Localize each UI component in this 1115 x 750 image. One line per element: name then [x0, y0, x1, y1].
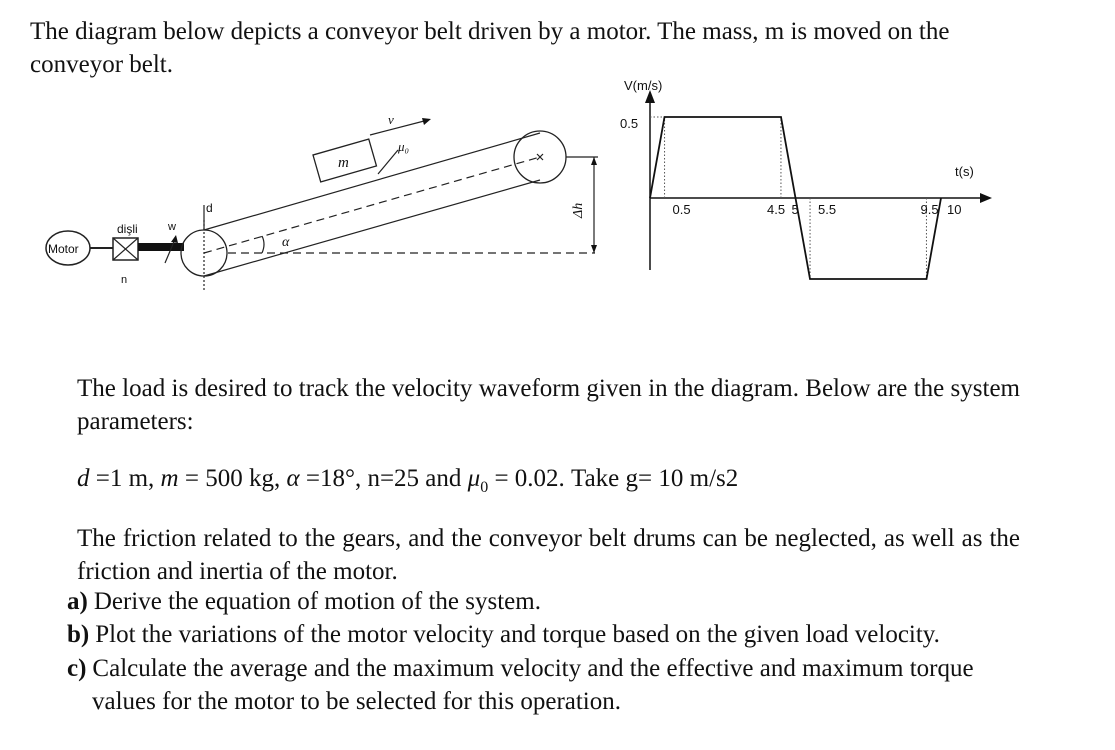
- belt-bottom: [204, 180, 540, 276]
- question-c-label: c): [67, 655, 87, 682]
- conveyor-diagram: [46, 118, 598, 292]
- chart-x-tick-label: 5.5: [818, 202, 837, 217]
- chart-y-label: V(m/s): [624, 78, 663, 93]
- output-shaft: [138, 243, 184, 251]
- belt-centre-line: [204, 157, 540, 253]
- v-arrow: [370, 120, 428, 135]
- param-m-value: = 500 kg,: [178, 465, 287, 492]
- v-label: v: [388, 112, 394, 127]
- param-mu-symbol: μ: [467, 465, 481, 492]
- question-c: [67, 652, 1020, 685]
- question-c-text: Calculate the average and the maximum velocity and the effective and maximum torque: [92, 655, 974, 682]
- chart-x-tick-label: 5: [791, 202, 799, 217]
- question-b: [67, 618, 940, 651]
- param-alpha-value: =18°, n=25 and: [299, 465, 468, 492]
- alpha-arc: [262, 236, 264, 253]
- question-a-text: Derive the equation of motion of the system.: [93, 588, 541, 615]
- chart-x-arrowhead: [980, 193, 992, 203]
- dh-arrow-bottom: [591, 245, 597, 253]
- param-d-value: =1 m,: [89, 465, 161, 492]
- question-a-label: a): [67, 588, 88, 615]
- question-b-label: b): [67, 621, 90, 648]
- mass-label: m: [338, 155, 349, 171]
- mu-leader: [378, 150, 398, 174]
- question-b-text: Plot the variations of the motor velocity and torque based on the given load velocity.: [95, 621, 940, 648]
- param-mu-value: = 0.02. Take g= 10 m/s2: [488, 465, 739, 492]
- velocity-chart: [620, 78, 992, 279]
- param-m-symbol: m: [160, 465, 179, 492]
- question-a: [67, 585, 541, 618]
- parameters-line: [77, 462, 1020, 504]
- belt-top: [204, 133, 540, 230]
- alpha-label: α: [282, 235, 290, 250]
- chart-x-tick-labels: [673, 202, 962, 217]
- question-c-continuation: values for the motor to be selected for this operation.: [92, 688, 622, 715]
- intro-line-2: conveyor belt.: [30, 51, 174, 78]
- chart-x-tick-label: 0.5: [672, 202, 691, 217]
- param-alpha-symbol: α: [286, 465, 300, 492]
- chart-x-tick-label: 9.5: [920, 202, 939, 217]
- gear-label: dişli: [117, 222, 138, 236]
- friction-paragraph: The friction related to the gears, and the conveyor belt drums can be neglected, as well as the friction and inertia of the motor.: [77, 525, 1020, 585]
- dh-label: Δh: [571, 202, 586, 218]
- chart-y-tick-label: 0.5: [620, 116, 639, 131]
- chart-x-tick-label: 10: [947, 202, 962, 217]
- param-mu-subscript: 0: [480, 479, 489, 496]
- d-label: d: [206, 201, 213, 215]
- mu-label: μ₀: [398, 139, 410, 154]
- tracking-paragraph: The load is desired to track the velocity waveform given in the diagram. Below are the system parameters:: [77, 375, 1020, 435]
- chart-x-tick-label: 4.5: [767, 202, 786, 217]
- w-label: w: [168, 221, 176, 233]
- v-arrowhead: [422, 118, 431, 125]
- param-d-symbol: d: [77, 465, 90, 492]
- dh-arrow-top: [591, 157, 597, 165]
- intro-line-1: The diagram below depicts a conveyor belt driven by a motor. The mass, m is moved on the: [30, 18, 950, 45]
- gear-n-label: n: [121, 274, 128, 286]
- motor-label: Motor: [48, 242, 79, 256]
- chart-x-label: t(s): [955, 164, 974, 179]
- w-arrowhead: [171, 235, 178, 243]
